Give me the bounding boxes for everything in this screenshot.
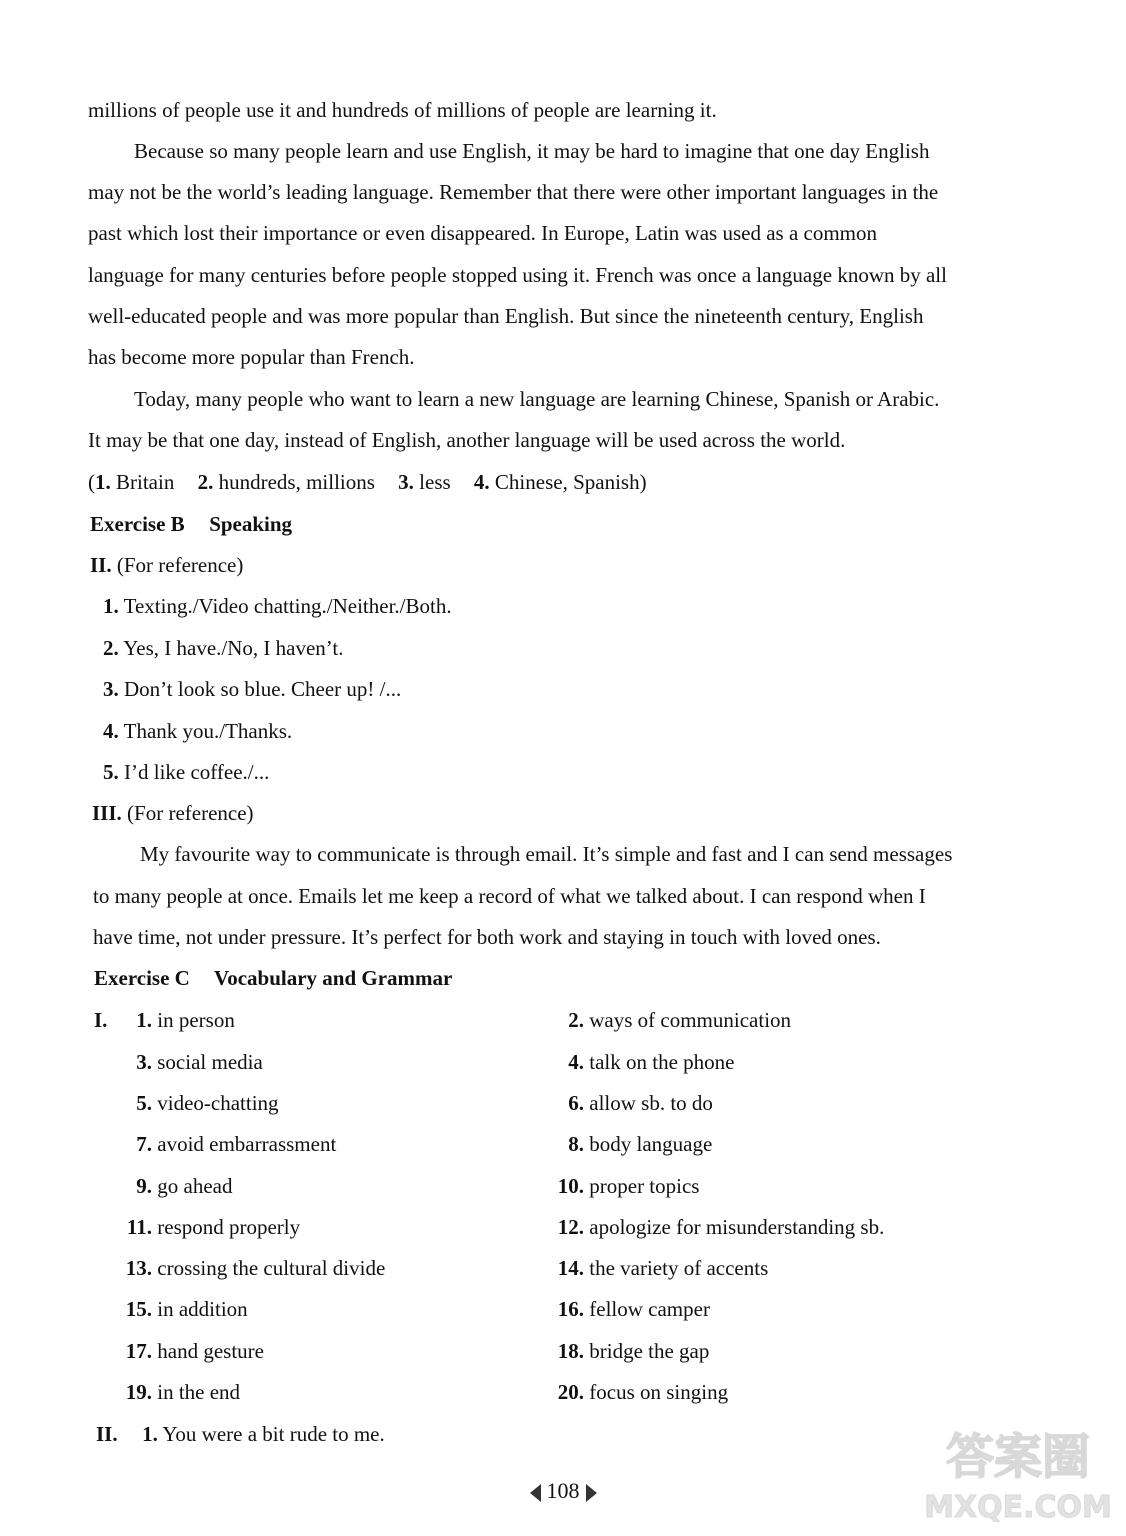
triangle-left-icon (530, 1484, 541, 1502)
vocab-text: avoid embarrassment (157, 1132, 337, 1156)
vocab-text: the variety of accents (589, 1256, 769, 1280)
watermark-svg (918, 1413, 1118, 1528)
passage-line: language for many centuries before people stopped using it. French was once a language known by all (88, 263, 947, 287)
item-number: 4. (103, 719, 119, 743)
vocab-number: 13. (125, 1256, 152, 1280)
vocab-item (100, 1258, 385, 1279)
vocab-text: bridge the gap (589, 1339, 710, 1363)
answer-text: Britain (116, 470, 175, 494)
vocab-text: crossing the cultural divide (157, 1256, 386, 1280)
vocab-number: 7. (136, 1132, 152, 1156)
vocab-item (530, 1176, 699, 1197)
section-ii-label: II. (90, 553, 112, 577)
item-text: Don’t look so blue. Cheer up! /... (124, 677, 402, 701)
section-ii-note: (For reference) (116, 553, 244, 577)
passage-line: Today, many people who want to learn a new language are learning Chinese, Spanish or Arabic. (134, 387, 940, 411)
vocab-item (530, 1052, 734, 1073)
answer-number: 3. (398, 470, 414, 494)
vocab-text: social media (157, 1050, 263, 1074)
answers-open-paren: ( (88, 470, 95, 494)
vocab-item (530, 1093, 713, 1114)
vocab-number: 17. (125, 1339, 152, 1363)
vocab-text: focus on singing (589, 1380, 729, 1404)
vocab-number: 12. (557, 1215, 584, 1239)
answer-text: Chinese, Spanish) (494, 470, 647, 494)
vocab-number: 18. (557, 1339, 584, 1363)
section-i-label: I. (94, 1008, 108, 1032)
item-number: 3. (103, 677, 119, 701)
passage-line: may not be the world’s leading language. Remember that there were other important languages in the (88, 180, 939, 204)
vocab-item (100, 1382, 240, 1403)
watermark-text-top: 答案圈 (945, 1429, 1091, 1485)
section-ii-heading (90, 555, 243, 576)
exercise-b-subtitle: Speaking (209, 512, 293, 536)
item-number: 2. (103, 636, 119, 660)
vocab-item (100, 1010, 235, 1031)
vocab-item (100, 1052, 263, 1073)
vocab-text: body language (589, 1132, 713, 1156)
section-ii-c-label: II. (96, 1422, 118, 1446)
vocab-item (530, 1134, 712, 1155)
exercise-c-heading (94, 968, 452, 989)
vocab-number: 9. (136, 1174, 152, 1198)
passage-line: millions of people use it and hundreds of millions of people are learning it. (88, 98, 717, 122)
speaking-item (103, 638, 344, 659)
vocab-text: hand gesture (157, 1339, 264, 1363)
section-ii-c (96, 1424, 385, 1445)
vocab-number: 1. (136, 1008, 152, 1032)
exercise-c-subtitle: Vocabulary and Grammar (213, 966, 453, 990)
vocab-item (100, 1176, 232, 1197)
vocab-number: 19. (125, 1380, 152, 1404)
vocab-text: fellow camper (589, 1297, 710, 1321)
vocab-item (530, 1382, 728, 1403)
item-number: 5. (103, 760, 119, 784)
vocab-number: 8. (568, 1132, 584, 1156)
vocab-item (530, 1258, 768, 1279)
speaking-item (103, 762, 269, 783)
item-text: Thank you./Thanks. (123, 719, 293, 743)
essay-line: have time, not under pressure. It’s perfect for both work and staying in touch with loved ones. (93, 925, 881, 949)
vocab-number: 11. (126, 1215, 152, 1239)
passage-line: past which lost their importance or even disappeared. In Europe, Latin was used as a common (88, 221, 878, 245)
vocab-number: 6. (568, 1091, 584, 1115)
section-iii-note: (For reference) (127, 801, 254, 825)
item-text: Texting./Video chatting./Neither./Both. (123, 594, 452, 618)
vocab-item (100, 1299, 248, 1320)
vocab-text: in addition (157, 1297, 248, 1321)
item-text: You were a bit rude to me. (162, 1422, 385, 1446)
vocab-item (530, 1217, 884, 1238)
item-text: I’d like coffee./... (124, 760, 270, 784)
item-number: 1. (103, 594, 119, 618)
vocab-text: video-chatting (157, 1091, 279, 1115)
exercise-b-title: Exercise B (90, 512, 185, 536)
vocab-number: 5. (136, 1091, 152, 1115)
vocab-text: allow sb. to do (589, 1091, 713, 1115)
vocab-number: 20. (557, 1380, 584, 1404)
speaking-item (103, 679, 401, 700)
answer-text: hundreds, millions (218, 470, 375, 494)
watermark-text-bottom: MXQE.COM (924, 1490, 1112, 1525)
passage-line: It may be that one day, instead of English, another language will be used across the world. (88, 428, 846, 452)
vocab-text: apologize for misunderstanding sb. (589, 1215, 885, 1239)
section-iii-heading (92, 803, 254, 824)
vocab-number: 16. (557, 1297, 584, 1321)
vocab-item (530, 1299, 710, 1320)
vocab-number: 4. (568, 1050, 584, 1074)
speaking-item (103, 596, 452, 617)
vocab-item (530, 1341, 709, 1362)
essay-line: My favourite way to communicate is through email. It’s simple and fast and I can send messages (140, 842, 953, 866)
item-number: 1. (142, 1422, 158, 1446)
vocab-text: talk on the phone (589, 1050, 735, 1074)
essay-line: to many people at once. Emails let me keep a record of what we talked about. I can respond when I (93, 884, 926, 908)
exercise-b-heading (90, 514, 292, 535)
vocab-number: 2. (568, 1008, 584, 1032)
vocab-number: 10. (557, 1174, 584, 1198)
passage-line: has become more popular than French. (88, 345, 415, 369)
watermark-logo (918, 1413, 1118, 1534)
answer-text: less (419, 470, 451, 494)
vocab-item (100, 1134, 336, 1155)
answer-number: 1. (95, 470, 111, 494)
vocab-number: 14. (557, 1256, 584, 1280)
answer-number: 4. (473, 470, 490, 494)
vocab-text: in the end (157, 1380, 241, 1404)
triangle-right-icon (586, 1484, 597, 1502)
vocab-number: 3. (136, 1050, 152, 1074)
vocab-text: proper topics (589, 1174, 700, 1198)
section-iii-label: III. (92, 801, 122, 825)
vocab-text: in person (157, 1008, 235, 1032)
passage-line: well-educated people and was more popular than English. But since the nineteenth century, English (88, 304, 924, 328)
answer-number: 2. (197, 470, 214, 494)
vocab-number: 15. (125, 1297, 152, 1321)
vocab-text: ways of communication (589, 1008, 792, 1032)
page-number: 108 (546, 1478, 580, 1503)
vocab-item (530, 1010, 791, 1031)
vocab-item (100, 1093, 279, 1114)
speaking-item (103, 721, 292, 742)
exercise-c-title: Exercise C (94, 966, 190, 990)
vocab-item (100, 1217, 300, 1238)
vocab-text: respond properly (157, 1215, 301, 1239)
passage-line: Because so many people learn and use English, it may be hard to imagine that one day English (134, 139, 930, 163)
item-text: Yes, I have./No, I haven’t. (123, 636, 344, 660)
vocab-text: go ahead (157, 1174, 233, 1198)
vocab-item (100, 1341, 264, 1362)
answers-line (88, 472, 647, 493)
